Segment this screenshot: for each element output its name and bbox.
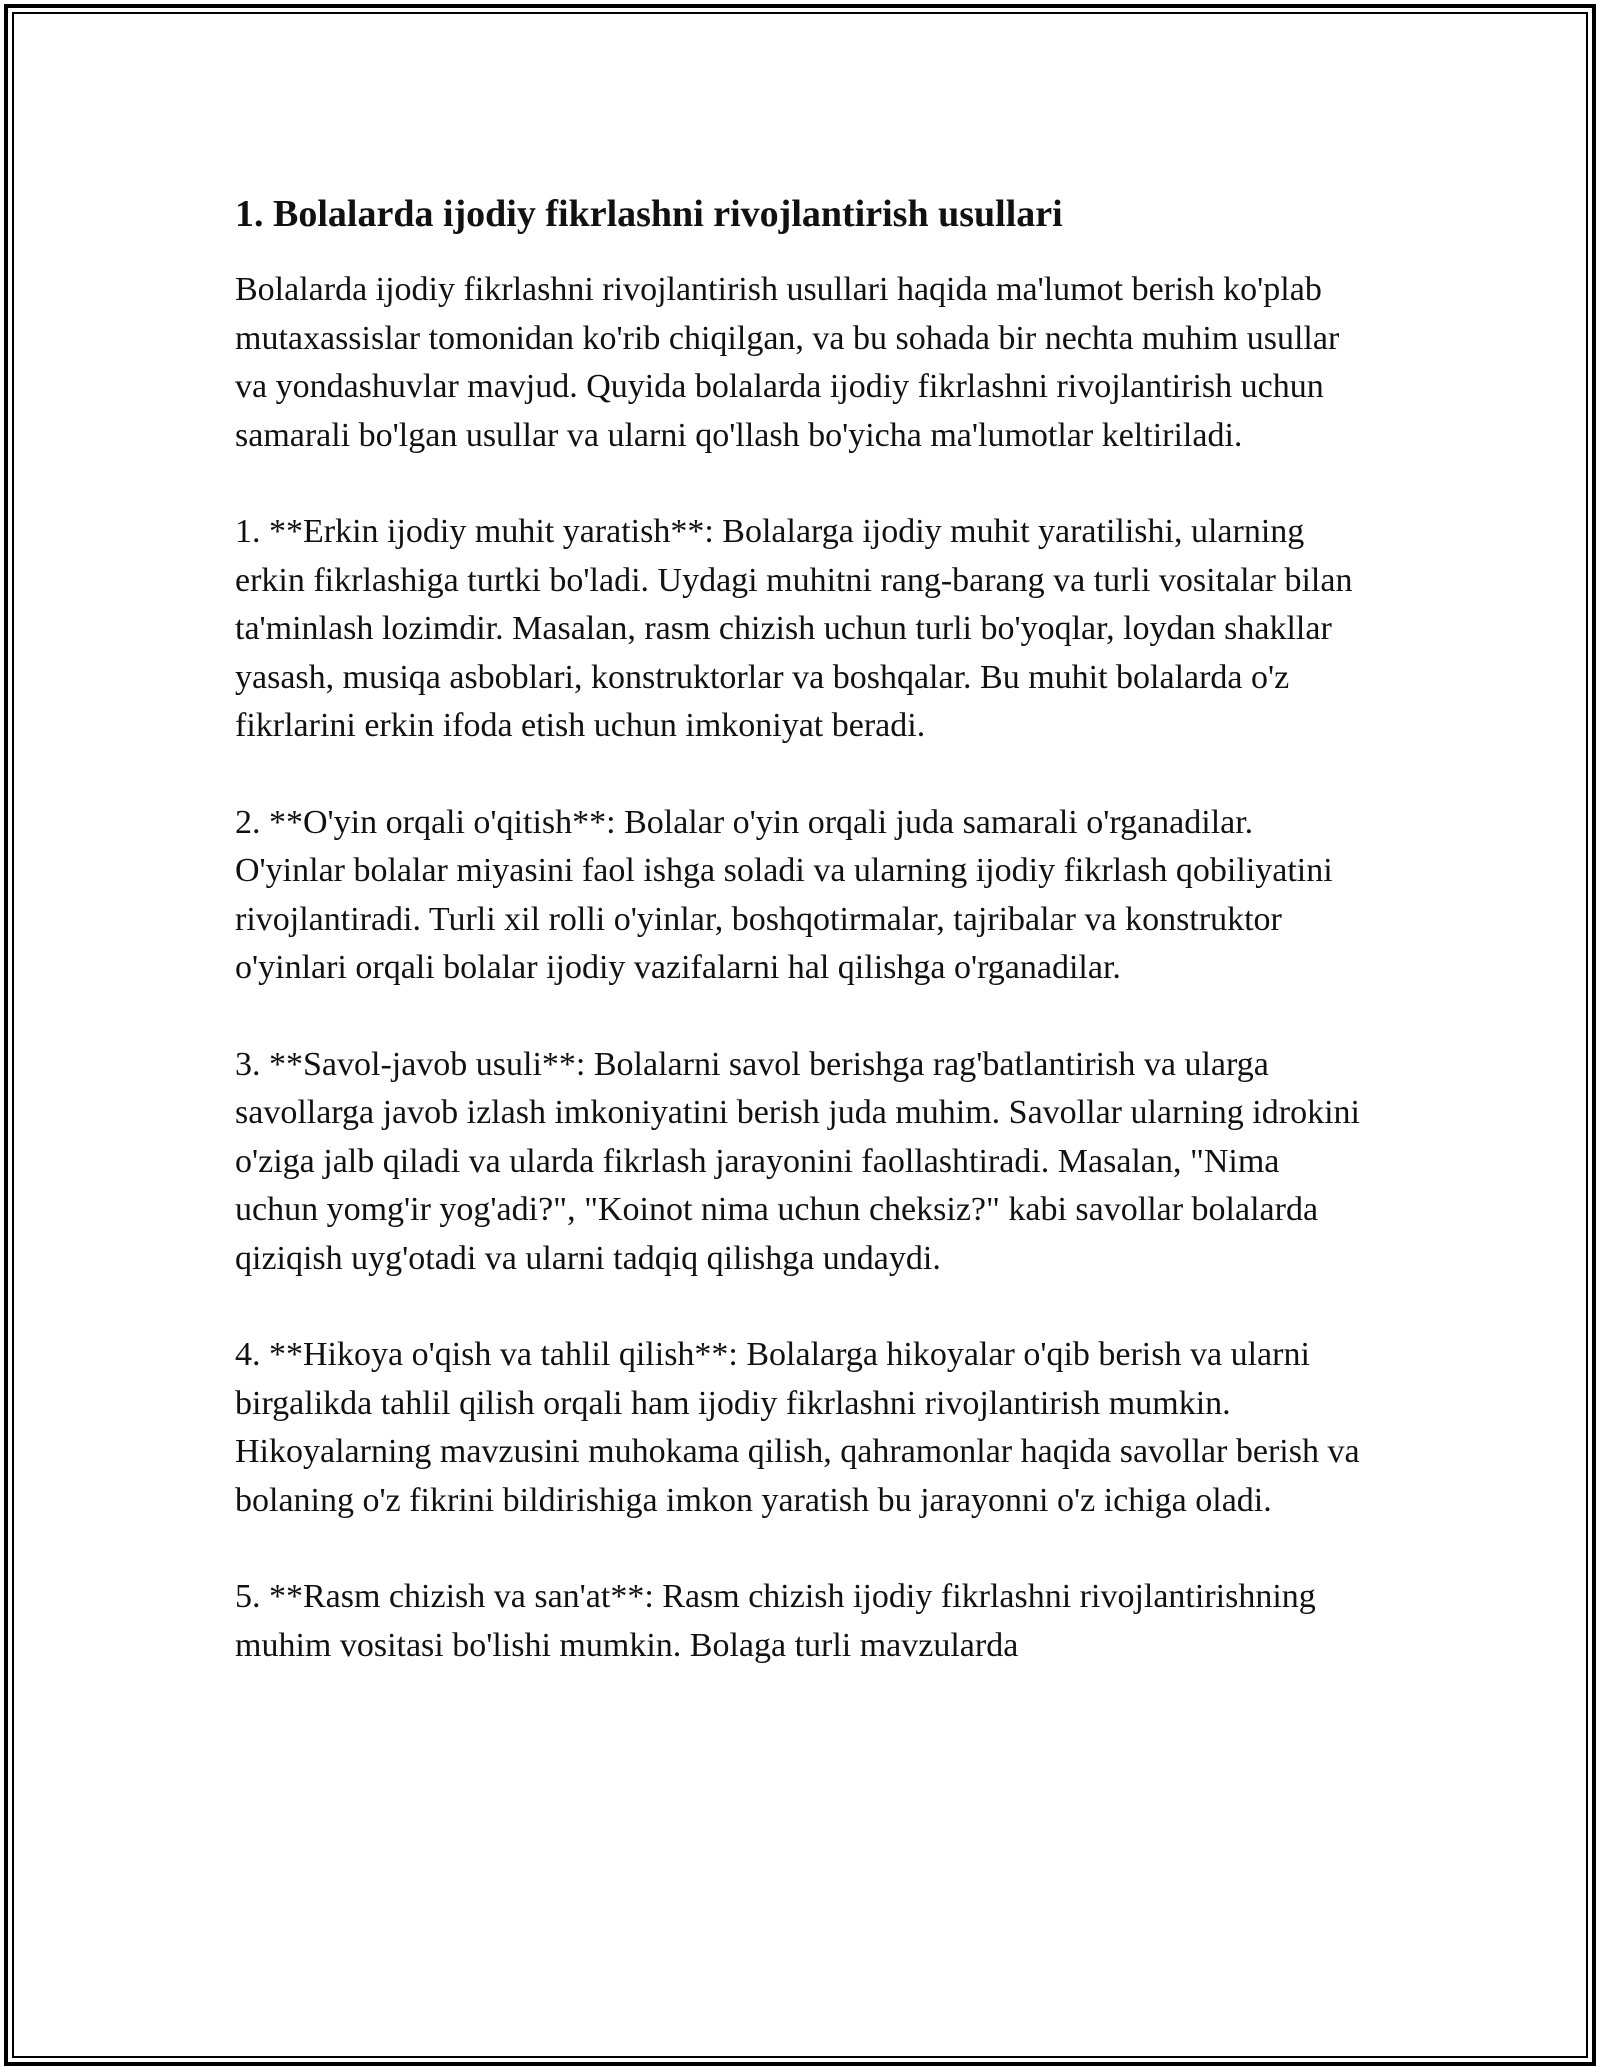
section-heading: 1. Bolalarda ijodiy fikrlashni rivojlantirish usullari [235, 193, 1063, 235]
paragraph-oyin-orqali-oqitish: 2. **O'yin orqali o'qitish**: Bolalar o'yin orqali juda samarali o'rganadilar. O'yinlar bolalar miyasini faol ishga soladi va ularning ijodiy fikrlash qobiliyatini rivojlantiradi. Turli xil rolli o'yinlar, boshqotirmalar, tajribalar va konstruktor o'yinlari orqali bolalar ijodiy vazifalarni hal qilishga o'rganadilar. [235, 803, 1333, 986]
paragraph-savol-javob-usuli: 3. **Savol-javob usuli**: Bolalarni savol berishga rag'batlantirish va ularga savollarga javob izlash imkoniyatini berish juda muhim. Savollar ularning idrokini o'ziga jalb qiladi va ularda fikrlash jarayonini faollashtiradi. Masalan, "Nima uchun yomg'ir yog'adi?", "Koinot nima uchun cheksiz?" kabi savollar bolalarda qiziqish uyg'otadi va ularni tadqiq qilishga undaydi. [235, 1045, 1360, 1277]
intro-paragraph: Bolalarda ijodiy fikrlashni rivojlantirish usullari haqida ma'lumot berish ko'plab mutaxassislar tomonidan ko'rib chiqilgan, va bu sohada bir nechta muhim usullar va yondashuvlar mavjud. Quyida bolalarda ijodiy fikrlashni rivojlantirish uchun samarali bo'lgan usullar va ularni qo'llash bo'yicha ma'lumotlar keltiriladi. [235, 271, 1340, 454]
paragraph-erkin-ijodiy-muhit: 1. **Erkin ijodiy muhit yaratish**: Bolalarga ijodiy muhit yaratilishi, ularning erkin fikrlashiga turtki bo'ladi. Uydagi muhitni rang-barang va turli vositalar bilan ta'minlash lozimdir. Masalan, rasm chizish uchun turli bo'yoqlar, loydan shakllar yasash, musiqa asboblari, konstruktorlar va boshqalar. Bu muhit bolalarda o'z fikrlarini erkin ifoda etish uchun imkoniyat beradi. [235, 513, 1353, 744]
paragraph-hikoya-oqish: 4. **Hikoya o'qish va tahlil qilish**: Bolalarga hikoyalar o'qib berish va ularni birgalikda tahlil qilish orqali ham ijodiy fikrlashni rivojlantirish mumkin. Hikoyalarning mavzusini muhokama qilish, qahramonlar haqida savollar berish va bolaning o'z fikrini bildirishiga imkon yaratish bu jarayonni o'z ichiga oladi. [235, 1336, 1360, 1519]
paragraph-rasm-chizish: 5. **Rasm chizish va san'at**: Rasm chizish ijodiy fikrlashni rivojlantirishning muhim vositasi bo'lishi mumkin. Bolaga turli mavzularda [235, 1578, 1316, 1664]
document-body [235, 184, 1365, 1718]
